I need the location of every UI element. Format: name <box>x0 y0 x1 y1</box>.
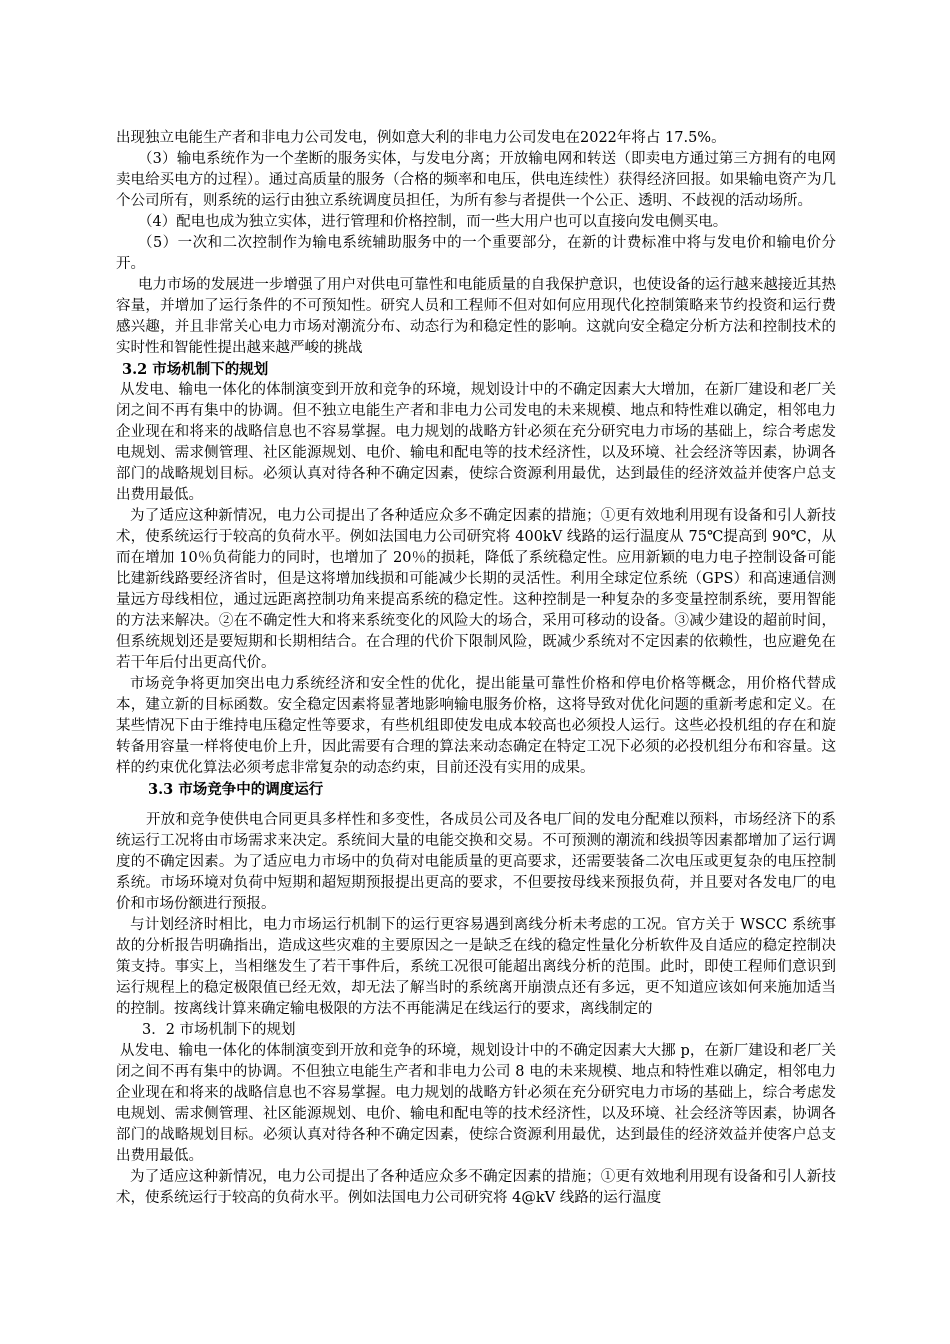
paragraph: （4）配电也成为独立实体，进行管理和价格控制，而一些大用户也可以直接向发电侧买电。 <box>138 214 728 230</box>
section-heading: 3.3 市场竞争中的调度运行 <box>148 781 324 798</box>
paragraph: 为了适应这种新情况，电力公司提出了各种适应众多不确定因素的措施；①更有效地利用现有设备和引人新技术，使系统运行于较高的负荷水平。例如法国电力公司研究将 400kV 线路的运行温度从 75℃提高到 90℃，从而在增加 10％负荷能力的同时，也增加了 20％的损耗，降低了系统稳定性。应用新颖的电力电子控制设备可能比建新线路要经济省时，但是这将增加线损和可能减少长期的灵活性。利用全球定位系统（GPS）和高速通信测量远方母线相位，通过远距离控制功角来提高系统的稳定性。这种控制是一种复杂的多变量控制系统，要用智能的方法来解决。②在不确定性大和将来系统变化的风险大的场合，采用可移动的设备。③减少建设的超前时间，但系统规划还是要短期和长期相结合。在合理的代价下限制风险，既减少系统对不定因素的依赖性，也应避免在若干年后付出更高代价。 <box>116 508 836 671</box>
paragraph: 市场竞争将更加突出电力系统经济和安全性的优化，提出能量可靠性价格和停电价格等概念，用价格代替成本，建立新的目标函数。安全稳定因素将显著地影响输电服务价格，这将导致对优化问题的重新考虑和定义。在某些情况下由于维持电压稳定性等要求，有些机组即使发电成本较高也必须投人运行。这些必投机组的存在和旋转备用容量一样将使电价上升，因此需要有合理的算法来动态确定在特定工况下必须的必投机组分布和容量。这样的约束优化算法必须考虑非常复杂的动态约束，目前还没有实用的成果。 <box>116 676 836 776</box>
section-heading: 3．2 市场机制下的规划 <box>142 1022 296 1038</box>
paragraph: 开放和竞争使供电合同更具多样性和多变性，各成员公司及各电厂间的发电分配难以预料，市场经济下的系统运行工况将由市场需求来决定。系统间大量的电能交换和交易。不可预测的潮流和线损等因素都增加了运行调度的不确定因素。为了适应电力市场中的负荷对电能质量的更高要求，还需要装备二次电压或更复杂的电压控制系统。市场环境对负荷中短期和超短期预报提出更高的要求，不但要按母线来预报负荷，并且要对各发电厂的电价和市场份额进行预报。 <box>116 812 836 912</box>
paragraph: （5）一次和二次控制作为输电系统辅助服务中的一个重要部分，在新的计费标准中将与发电价和输电价分开。 <box>116 235 836 272</box>
paragraph: 与计划经济时相比，电力市场运行机制下的运行更容易遇到离线分析未考虑的工况。官方关于 WSCC 系统事故的分析报告明确指出，造成这些灾难的主要原因之一是缺乏在线的稳定性量化分析软件及自适应的稳定控制决策支持。事实上，当相继发生了若干事件后，系统工况很可能超出离线分析的范围。此时，即使工程师们意识到运行规程上的稳定极限值已经无效，却无法了解当时的系统离开崩溃点还有多远，更不知道应该如何来施加适当的控制。按离线计算来确定输电极限的方法不再能满足在线运行的要求，离线制定的 <box>116 917 836 1017</box>
paragraph: 出现独立电能生产者和非电力公司发电，例如意大利的非电力公司发电在2022年将占 17.5%。 <box>116 130 726 146</box>
paragraph: 从发电、输电一体化的体制演变到开放和竞争的环境，规划设计中的不确定因素大大挪 p，在新厂建设和老厂关闭之间不再有集中的协调。不但独立电能生产者和非电力公司 8 电的未来规模、地点和特性难以确定，相邻电力企业现在和将来的战略信息也不容易掌握。电力规划的战略方针必须在充分研究电力市场的基础上，综合考虑发电规划、需求侧管理、社区能源规划、电价、输电和配电等的技术经济性，以及环境、社会经济等因素，协调各部门的战略规划目标。必须认真对待各种不确定因素，使综合资源利用最优，达到最佳的经济效益并使客户总支出费用最低。 <box>116 1043 836 1164</box>
section-heading: 3.2 市场机制下的规划 <box>122 361 269 378</box>
paragraph: 电力市场的发展进一步增强了用户对供电可靠性和电能质量的自我保护意识，也使设备的运行越来越接近其热容量，并增加了运行条件的不可预知性。研究人员和工程师不但对如何应用现代化控制策略来节约投资和运行费感兴趣，并且非常关心电力市场对潮流分布、动态行为和稳定性的影响。这就向安全稳定分析方法和控制技术的实时性和智能性提出越来越严峻的挑战 <box>116 277 836 356</box>
document-page <box>116 128 836 1209</box>
paragraph: 从发电、输电一体化的体制演变到开放和竞争的环境，规划设计中的不确定因素大大增加，在新厂建设和老厂关闭之间不再有集中的协调。但不独立电能生产者和非电力公司发电的未来规模、地点和特性难以确定，相邻电力企业现在和将来的战略信息也不容易掌握。电力规划的战略方针必须在充分研究电力市场的基础上，综合考虑发电规划、需求侧管理、社区能源规划、电价、输电和配电等的技术经济性，以及环境、社会经济等因素，协调各部门的战略规划目标。必须认真对待各种不确定因素，使综合资源利用最优，达到最佳的经济效益并使客户总支出费用最低。 <box>116 382 836 503</box>
paragraph: 为了适应这种新情况，电力公司提出了各种适应众多不确定因素的措施；①更有效地利用现有设备和引人新技术，使系统运行于较高的负荷水平。例如法国电力公司研究将 4@kV 线路的运行温度 <box>116 1169 836 1206</box>
paragraph: （3）输电系统作为一个垄断的服务实体，与发电分离；开放输电网和转送（即卖电方通过第三方拥有的电网卖电给买电方的过程）。通过高质量的服务（合格的频率和电压，供电连续性）获得经济回报。如果输电资产为几个公司所有，则系统的运行由独立系统调度员担任，为所有参与者提供一个公正、透明、不歧视的活动场所。 <box>116 151 836 209</box>
